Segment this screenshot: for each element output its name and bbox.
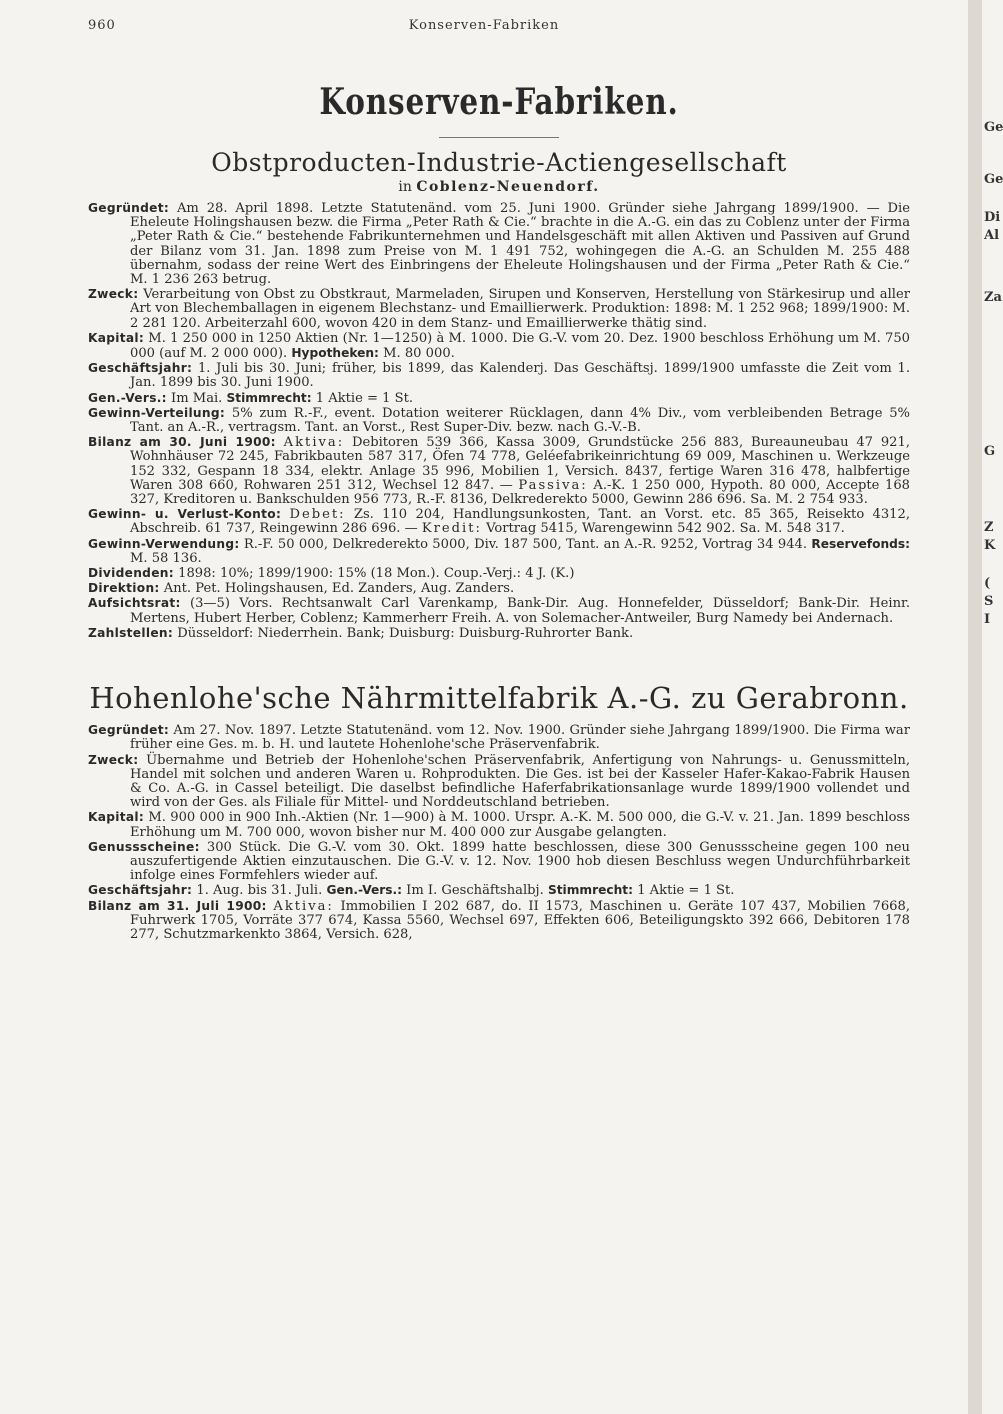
entry-kapital (88, 810, 910, 839)
entry-label: Genussscheine: (88, 839, 200, 854)
entry-text: Übernahme und Betrieb der Hohenlohe'schen Präservenfabrik, Anfertigung von Nahrungs- u. Genussmitteln, Handel mit solchen und anderen Waren u. Rohprodukten. Die Ges. ist bei der Kasseler Hafer-Kakao-Fabrik Hausen & Co. A.-G. in Cassel beteiligt. Die daselbst befindliche Haferfabrikationsanlage wurde 1899/1900 vollendet und wird von der Ges. als Filiale für Mittel- und Norddeutschland betrieben. (130, 752, 910, 811)
adjacent-page-fragments (982, 0, 1003, 1414)
section-title: Konserven-Fabriken. (319, 81, 679, 123)
aktiva-word: Aktiva: (273, 898, 334, 914)
entry-label: Kapital: (88, 810, 145, 825)
entry-label: Zahlstellen: (88, 625, 174, 640)
entry-label: Gewinn-Verteilung: (88, 405, 226, 420)
entry-label: Gen.-Vers.: (88, 390, 167, 405)
entry-label: Zweck: (88, 287, 139, 302)
inline-label: Stimmrecht: (547, 883, 634, 898)
entry-label: Direktion: (88, 581, 160, 596)
entry-text: 1 Aktie = 1 St. (637, 883, 735, 899)
entry-label: Bilanz am 30. Juni 1900: (88, 435, 276, 450)
entry-label: Dividenden: (88, 566, 174, 581)
entry-label: Geschäftsjahr: (88, 883, 193, 898)
entry-text: 1898: 10%; 1899/1900: 15% (18 Mon.). Coup.-Verj.: 4 J. (K.) (178, 566, 575, 582)
inline-label: Hypotheken: (291, 346, 379, 361)
margin-fragment: G (984, 444, 996, 459)
margin-fragment: I (984, 612, 991, 627)
entry-direktion (88, 581, 910, 596)
inline-label: Reservefonds: (811, 536, 910, 551)
entry-label: Gegründet: (88, 723, 170, 738)
entry-label: Gegründet: (88, 201, 170, 215)
entry-zahlstellen (88, 626, 910, 641)
location-name: Coblenz-Neuendorf. (416, 179, 600, 195)
entry-text: Ant. Pet. Holingshausen, Ed. Zanders, Aug. Zanders. (163, 581, 515, 597)
entry-text: Verarbeitung von Obst zu Obstkraut, Marmeladen, Sirupen und Konserven, Herstellung von Stärkesirup und aller Art von Blechemballagen in eigenem Blechstanz- und Emaillierwerk. Produktion: 1898: M. 1 252 968; 1899/1900: M. 2 281 120. Arbeiterzahl 600, wovon 420 in dem Stanz- und Emaillierwerke thätig sind. (130, 287, 910, 331)
entry-genvers (88, 391, 910, 406)
entry-text: Immobilien I 202 687, do. II 1573, Maschinen u. Geräte 107 437, Mobilien 7668, Fuhrwerk 1705, Vorräte 377 674, Kassa 5560, Wechsel 697, Effekten 606, Beteiligungskto 392 666, Debitoren 178 277, Schutzmarkenkto 3864, Versich. 628, (130, 898, 910, 942)
entry-label: Kapital: (88, 330, 145, 345)
adjacent-page-edge (968, 0, 982, 1414)
company2-name: Hohenlohe'sche Nährmittelfabrik A.-G. zu Gerabronn. (89, 681, 909, 716)
entry-text: M. 80 000. (383, 346, 455, 362)
location-prefix: in (398, 179, 412, 195)
passiva-word: Passiva: (518, 477, 588, 493)
entry-label: Aufsichtsrat: (88, 596, 181, 611)
entry-text: M. 58 136. (130, 550, 202, 566)
entry-text: Düsseldorf: Niederrhein. Bank; Duisburg: Duisburg-Ruhrorter Bank. (177, 625, 634, 641)
company1-location (88, 179, 910, 195)
entry-text: M. 900 000 in 900 Inh.-Aktien (Nr. 1—900) à M. 1000. Urspr. A.-K. M. 500 000, die G.-V. v. 21. Jan. 1899 beschloss Erhöhung um M. 700 000, wovon bisher nur M. 400 000 zur Ausgabe gelangten. (130, 810, 910, 840)
page-number: 960 (88, 18, 116, 33)
entry-text: Am 28. April 1898. Letzte Statutenänd. vom 25. Juni 1900. Gründer siehe Jahrgang 1899/1900. — Die Eheleute Holingshausen bezw. die Firma „Peter Rath & Cie.“ brachte in die A.-G. ein das zu Coblenz unter der Firma „Peter Rath & Cie.“ bestehende Fabrikunternehmen und Handelsgeschäft mit allen Aktiven und Passiven auf Grund der Bilanz vom 31. Jan. 1898 zum Preise von M. 1 491 752, wohingegen die A.-G. an Schulden M. 255 488 übernahm, sodass der reine Wert des Einbringens der Eheleute Holingshausen und der Firma „Peter Rath & Cie.“ M. 1 236 263 betrug. (130, 201, 910, 288)
entry-text: Debitoren 539 366, Kassa 3009, Grundstücke 256 883, Bureauneubau 47 921, Wohnhäuser 72 245, Fabrikbauten 587 317, Öfen 74 778, Geléefabrikeinrichtung 69 009, Maschinen u. Werkzeuge 152 332, Gespann 18 334, elektr. Anlage 35 996, Mobilien 1, Versich. 8437, fertige Waren 316 478, halbfertige Waren 308 660, Rohwaren 251 312, Wechsel 12 847. — (130, 435, 910, 493)
kredit-word: Kredit: (421, 521, 482, 537)
entry-geschaeftsjahr (88, 883, 910, 898)
entry-genussscheine (88, 840, 910, 884)
margin-fragment: Ge (984, 120, 1003, 135)
entry-label: Geschäftsjahr: (88, 361, 193, 376)
entry-label: Gewinn- u. Verlust-Konto: (88, 507, 282, 522)
entry-dividenden (88, 566, 910, 581)
page-header (88, 18, 910, 33)
entry-gewinnverteilung (88, 406, 910, 435)
entry-verwendung (88, 537, 910, 566)
entry-text: Vortrag 5415, Warengewinn 542 902. Sa. M. 548 317. (486, 521, 845, 537)
entry-text: 1. Aug. bis 31. Juli. (196, 883, 323, 899)
entry-label: Zweck: (88, 752, 139, 767)
entry-text: M. 1 250 000 in 1250 Aktien (Nr. 1—1250) à M. 1000. Die G.-V. vom 20. Dez. 1900 beschloss Erhöhung um M. 750 000 (auf M. 2 000 000). (130, 330, 910, 362)
entry-text: Im I. Geschäftshalbj. (406, 883, 544, 899)
entry-text: R.-F. 50 000, Delkrederekto 5000, Div. 187 500, Tant. an A.-R. 9252, Vortrag 34 944. (243, 536, 808, 552)
margin-fragment: K (984, 538, 996, 553)
entry-bilanz (88, 899, 910, 943)
title-divider (439, 137, 559, 138)
aktiva-word: Aktiva: (283, 435, 345, 451)
entry-guv (88, 507, 910, 536)
entry-text: A.-K. 1 250 000, Hypoth. 80 000, Accepte 168 327, Kreditoren u. Bankschulden 956 773, R.-F. 8136, Delkrederekto 5000, Gewinn 286 696. Sa. M. 2 754 933. (130, 477, 910, 508)
inline-label: Gen.-Vers.: (326, 883, 402, 898)
margin-fragment: ( (984, 576, 991, 591)
entry-text: 300 Stück. Die G.-V. vom 30. Okt. 1899 hatte beschlossen, diese 300 Genussscheine gegen 100 neu auszufertigende Aktien einzutauschen. Die G.-V. v. 12. Nov. 1900 hob diesen Beschluss wegen Undurchführbarkeit infolge eines Formfehlers wieder auf. (130, 839, 910, 884)
entry-text: Am 27. Nov. 1897. Letzte Statutenänd. vom 12. Nov. 1900. Gründer siehe Jahrgang 1899/1900. Die Firma war früher eine Ges. m. b. H. und lautete Hohenlohe'sche Präservenfabrik. (130, 723, 910, 753)
entry-geschaeftsjahr (88, 361, 910, 390)
document-page (88, 18, 910, 942)
entry-text: 1 Aktie = 1 St. (315, 390, 414, 406)
margin-fragment: Al (984, 228, 1000, 243)
margin-fragment: Di (984, 210, 1001, 225)
debet-word: Debet: (289, 507, 346, 523)
margin-fragment: Z (984, 520, 994, 535)
entry-zweck (88, 287, 910, 331)
margin-fragment: Za (984, 290, 1002, 305)
inline-label: Stimmrecht: (226, 390, 312, 405)
entry-gegruendet (88, 723, 910, 752)
entry-text: Im Mai. (171, 390, 223, 406)
entry-kapital (88, 331, 910, 361)
company1-name: Obstproducten-Industrie-Actiengesellschaft (211, 148, 787, 177)
margin-fragment: S (984, 594, 994, 609)
entry-label: Gewinn-Verwendung: (88, 536, 240, 551)
entry-label: Bilanz am 31. Juli 1900: (88, 898, 267, 913)
entry-text: 5% zum R.-F., event. Dotation weiterer Rücklagen, dann 4% Div., vom verbleibenden Betrage 5% Tant. an A.-R., vertragsm. Tant. an Vorst., Rest Super-Div. bezw. nach G.-V.-B. (130, 405, 910, 436)
entry-zweck (88, 753, 910, 811)
margin-fragment: Ge (984, 172, 1003, 187)
entry-aufsichtsrat (88, 596, 910, 625)
entry-gegruendet (88, 201, 910, 287)
entry-text: 1. Juli bis 30. Juni; früher, bis 1899, das Kalenderj. Das Geschäftsj. 1899/1900 umfasste die Zeit vom 1. Jan. 1899 bis 30. Juni 1900. (130, 361, 910, 391)
entry-bilanz (88, 435, 910, 507)
entry-text: Zs. 110 204, Handlungsunkosten, Tant. an Vorst. etc. 85 365, Reisekto 4312, Abschreib. 61 737, Reingewinn 286 696. — (130, 507, 911, 537)
entry-text: (3—5) Vors. Rechtsanwalt Carl Varenkamp, Bank-Dir. Aug. Honnefelder, Düsseldorf; Bank-Dir. Heinr. Mertens, Hubert Herber, Coblenz; Kammerherr Freih. A. von Solemacher-Antweiler, Burg Namedy bei Andernach. (130, 596, 910, 626)
running-title: Konserven-Fabriken (408, 18, 560, 33)
